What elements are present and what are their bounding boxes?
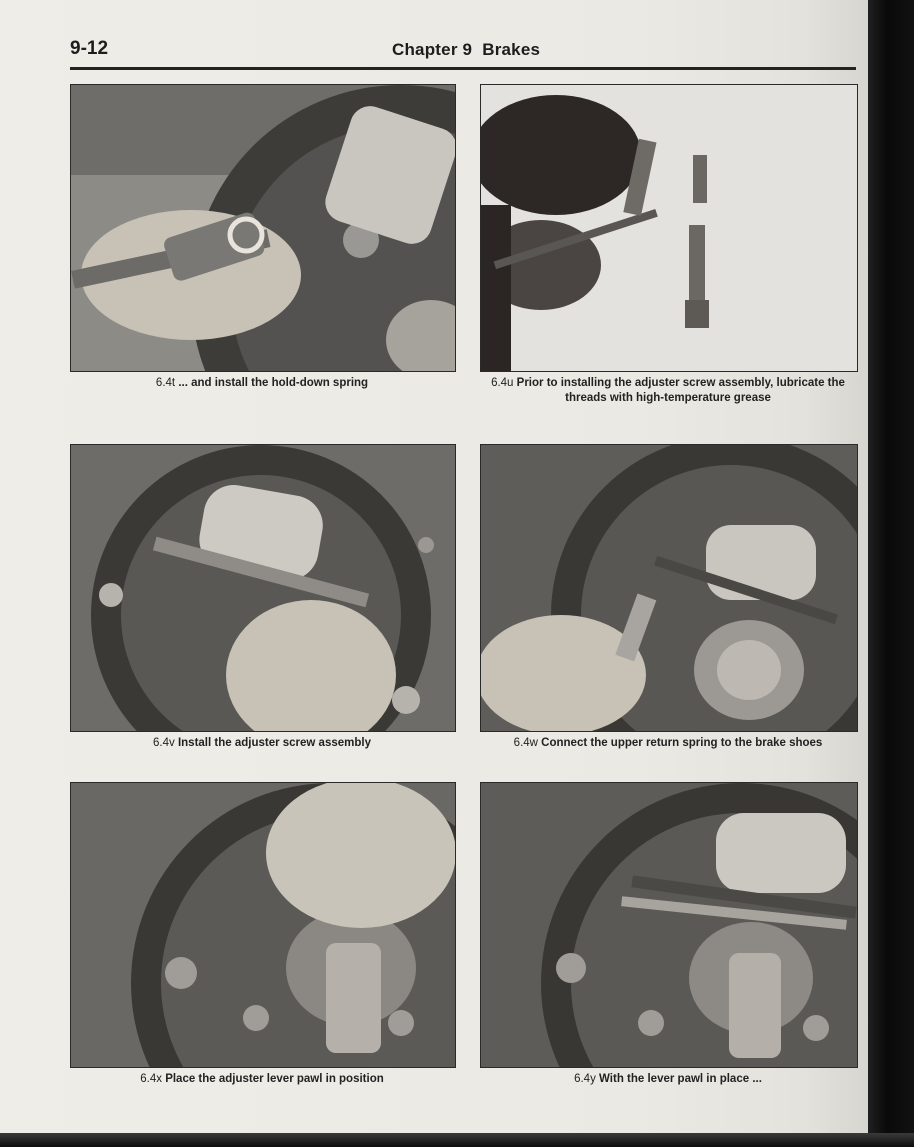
photo-6-4y — [480, 782, 858, 1068]
figure-number: 6.4v — [153, 737, 175, 749]
figure-number: 6.4x — [140, 1073, 162, 1085]
figure-caption — [480, 1072, 856, 1087]
photo-6-4v — [70, 444, 456, 732]
photo-6-4x — [70, 782, 456, 1068]
page-bottom-edge — [0, 1133, 914, 1147]
figure-caption — [480, 376, 856, 406]
figure-number: 6.4t — [155, 377, 176, 389]
caption-text: Install the adjuster screw assembly — [177, 737, 371, 749]
figure-number: 6.4y — [574, 1073, 596, 1085]
caption-text: ... and install the hold-down spring — [178, 377, 369, 389]
caption-text: Prior to installing the adjuster screw assembly, lubricate the threads with high-temperature grease — [516, 377, 845, 404]
header-rule — [70, 67, 856, 70]
caption-text: With the lever pawl in place ... — [599, 1073, 762, 1085]
caption-text: Place the adjuster lever pawl in position — [165, 1073, 384, 1085]
photo-6-4u — [480, 84, 858, 372]
photo-6-4t — [70, 84, 456, 372]
chapter-heading — [392, 40, 540, 60]
figure-number: 6.4u — [491, 377, 514, 389]
figure-caption — [480, 736, 856, 751]
page-number: 9-12 — [70, 38, 109, 59]
section-title: Brakes — [482, 40, 541, 59]
page-binding-shadow — [868, 0, 914, 1147]
figure-caption — [70, 376, 454, 391]
figure-caption — [70, 736, 454, 751]
photo-6-4w — [480, 444, 858, 732]
figure-caption — [70, 1072, 454, 1087]
caption-text: Connect the upper return spring to the brake shoes — [541, 737, 823, 749]
figure-number: 6.4w — [513, 737, 538, 749]
chapter-label: Chapter 9 — [392, 40, 473, 59]
